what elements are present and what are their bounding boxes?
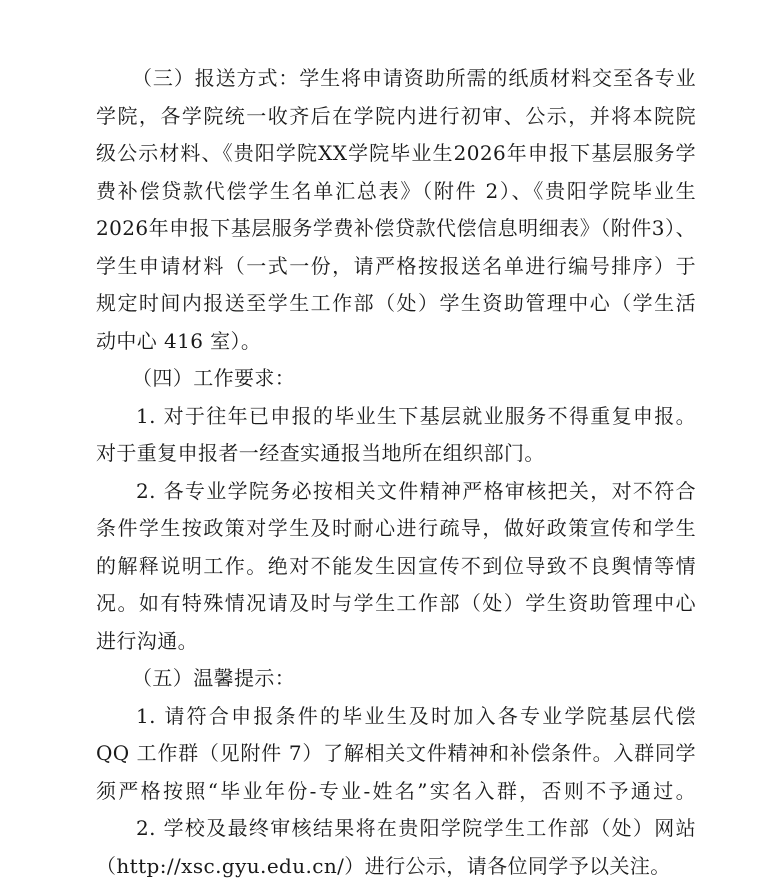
section4-item2-line-4: 况。如有特殊情况请及时与学生工作部（处）学生资助管理中心 bbox=[96, 591, 696, 615]
section3-line-5: 2026年申报下基层服务学费补偿贷款代偿信息明细表》（附件3）、 bbox=[96, 216, 696, 240]
section3-line-8: 动中心 416 室）。 bbox=[96, 328, 262, 353]
section5-item1-line-2: QQ 工作群（见附件 7）了解相关文件精神和补偿条件。入群同学 bbox=[96, 741, 696, 765]
section4-item2-line-2: 条件学生按政策对学生及时耐心进行疏导，做好政策宣传和学生 bbox=[96, 516, 696, 540]
section3-line-3: 级公示材料、《贵阳学院XX学院毕业生2026年申报下基层服务学 bbox=[96, 141, 696, 165]
section4-item2-line-5: 进行沟通。 bbox=[96, 628, 198, 653]
section5-heading: （五）温馨提示： bbox=[132, 666, 296, 690]
section3-line-1: （三）报送方式：学生将申请资助所需的纸质材料交至各专业 bbox=[132, 66, 696, 90]
section3-line-6: 学生申请材料（一式一份，请严格按报送名单进行编号排序）于 bbox=[96, 253, 696, 278]
section5-item1-line-1: 1. 请符合申报条件的毕业生及时加入各专业学院基层代偿 bbox=[136, 703, 696, 728]
section4-item2-line-3: 的解释说明工作。绝对不能发生因宣传不到位导致不良舆情等情 bbox=[96, 553, 696, 578]
section3-line-4: 费补偿贷款代偿学生名单汇总表》（附件 2）、《贵阳学院毕业生 bbox=[96, 178, 696, 203]
section4-item1-line-1: 1. 对于往年已申报的毕业生下基层就业服务不得重复申报。 bbox=[136, 403, 696, 428]
section5-item1-line-3: 须严格按照“毕业年份-专业-姓名”实名入群，否则不予通过。 bbox=[96, 778, 696, 803]
section5-item2-line-2: （http://xsc.gyu.edu.cn/）进行公示，请各位同学予以关注。 bbox=[96, 853, 671, 878]
document-page bbox=[96, 60, 696, 885]
section4-item2-line-1: 2. 各专业学院务必按相关文件精神严格审核把关，对不符合 bbox=[136, 478, 696, 503]
section3-line-2: 学院，各学院统一收齐后在学院内进行初审、公示，并将本院院 bbox=[96, 103, 696, 128]
section4-heading: （四）工作要求： bbox=[132, 366, 296, 390]
section3-line-7: 规定时间内报送至学生工作部（处）学生资助管理中心（学生活 bbox=[96, 291, 696, 315]
section5-item2-line-1: 2. 学校及最终审核结果将在贵阳学院学生工作部（处）网站 bbox=[136, 816, 696, 840]
section4-item1-line-2: 对于重复申报者一经查实通报当地所在组织部门。 bbox=[96, 441, 545, 465]
